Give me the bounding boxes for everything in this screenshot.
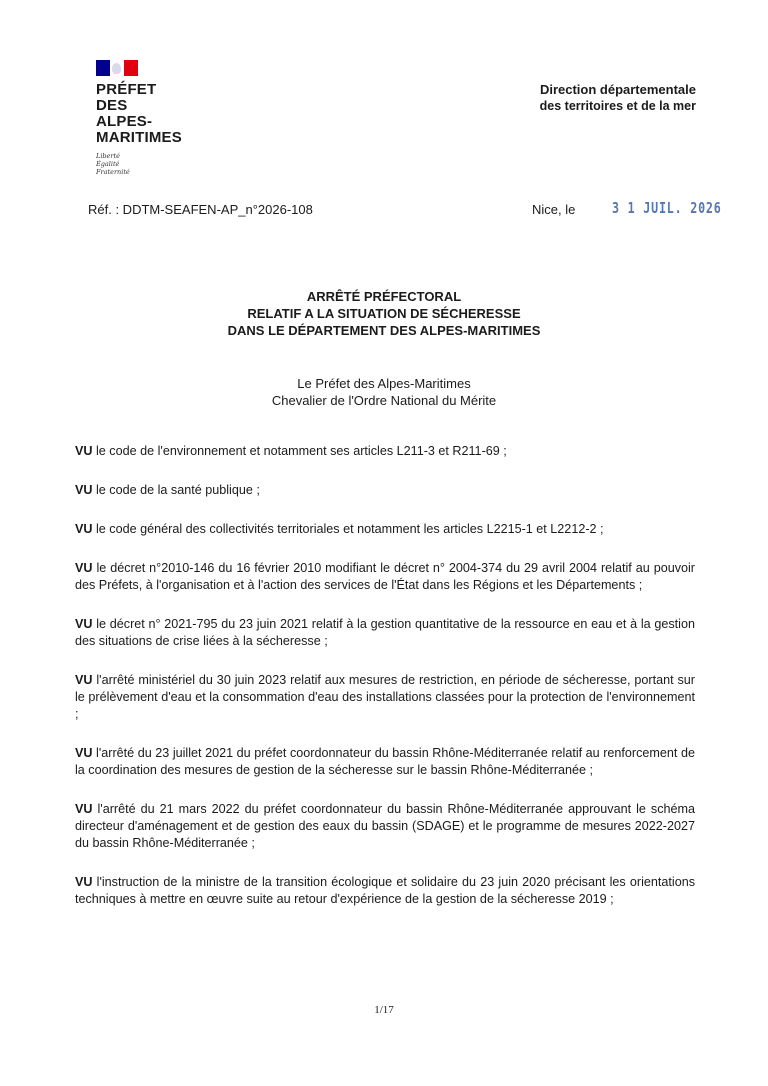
- vu-text: le code de la santé publique ;: [92, 483, 260, 497]
- vu-keyword: VU: [75, 673, 93, 687]
- republic-motto: [96, 152, 186, 176]
- vu-text: le décret n° 2021-795 du 23 juin 2021 relatif à la gestion quantitative de la ressource en eau et à la gestion des situations de crise liées à la sécheresse ;: [75, 617, 695, 648]
- vu-keyword: VU: [75, 746, 93, 760]
- vu-item: [75, 801, 695, 852]
- vu-keyword: VU: [75, 444, 93, 458]
- page-number: 1/17: [374, 1004, 394, 1016]
- vu-item: [75, 482, 695, 499]
- vu-item: [75, 874, 695, 908]
- marianne-flag-icon: [96, 60, 138, 76]
- vu-text: le code de l'environnement et notamment ses articles L211-3 et R211-69 ;: [92, 444, 507, 458]
- direction-line-2: des territoires et de la mer: [539, 99, 696, 113]
- vu-text: le décret n°2010-146 du 16 février 2010 modifiant le décret n° 2004-374 du 29 avril 2004 relatif au pouvoir des Préfets, à l'organisation et à l'action des services de l'État dans les Régions et les Départements ;: [75, 561, 695, 592]
- vu-text: le code général des collectivités territoriales et notamment les articles L2215-1 et L2212-2 ;: [92, 522, 604, 536]
- vu-text: l'arrêté du 23 juillet 2021 du préfet coordonnateur du bassin Rhône-Méditerranée relatif au renforcement de la coordination des mesures de gestion de la sécheresse sur le bassin Rhône-Méditerranée ;: [75, 746, 695, 777]
- vu-item: [75, 745, 695, 779]
- place-label: Nice, le: [532, 202, 576, 217]
- marianne-logo: [96, 60, 186, 176]
- issuing-direction: [540, 82, 696, 114]
- title-line-2: RELATIF A LA SITUATION DE SÉCHERESSE: [247, 306, 521, 321]
- authority-block: [0, 375, 768, 409]
- vu-keyword: VU: [75, 483, 93, 497]
- vu-item: [75, 443, 695, 460]
- vu-item: [75, 672, 695, 723]
- vu-text: l'arrêté du 21 mars 2022 du préfet coordonnateur du bassin Rhône-Méditerranée approuvant le schéma directeur d'aménagement et de gestion des eaux du bassin (SDAGE) et le programme de mesures 2022-2027 du bassin Rhône-Méditerranée ;: [75, 802, 695, 850]
- date-stamp: 3 1 JUIL. 2026: [612, 199, 722, 217]
- vu-keyword: VU: [75, 561, 93, 575]
- title-line-1: ARRÊTÉ PRÉFECTORAL: [306, 289, 462, 304]
- vu-text: l'instruction de la ministre de la transition écologique et solidaire du 23 juin 2020 précisant les orientations techniques à mettre en œuvre suite au retour d'expérience de la gestion de la sécheresse 2019 ;: [75, 875, 695, 906]
- authority-line-1: Le Préfet des Alpes-Maritimes: [297, 376, 471, 391]
- vu-keyword: VU: [75, 802, 93, 816]
- title-line-3: DANS LE DÉPARTEMENT DES ALPES-MARITIMES: [227, 323, 541, 338]
- direction-line-1: Direction départementale: [539, 82, 696, 97]
- authority-line-2: Chevalier de l'Ordre National du Mérite: [271, 393, 497, 408]
- document-title: [0, 288, 768, 339]
- vu-item: [75, 616, 695, 650]
- vu-item: [75, 560, 695, 594]
- vu-list: [75, 443, 695, 908]
- vu-text: l'arrêté ministériel du 30 juin 2023 relatif aux mesures de restriction, en période de sécheresse, portant sur le prélèvement d'eau et la consommation d'eau des installations classées pour la protection de l'environnement ;: [75, 673, 695, 721]
- vu-keyword: VU: [75, 875, 93, 889]
- motto-fraternite: Fraternité: [96, 168, 130, 176]
- vu-item: [75, 521, 695, 538]
- motto-liberte: Liberté: [96, 152, 120, 160]
- vu-keyword: VU: [75, 617, 93, 631]
- prefet-name: PRÉFET DES ALPES- MARITIMES: [96, 81, 182, 146]
- motto-egalite: Égalité: [96, 160, 120, 168]
- reference-number: Réf. : DDTM-SEAFEN-AP_n°2026-108: [88, 202, 313, 217]
- vu-keyword: VU: [75, 522, 93, 536]
